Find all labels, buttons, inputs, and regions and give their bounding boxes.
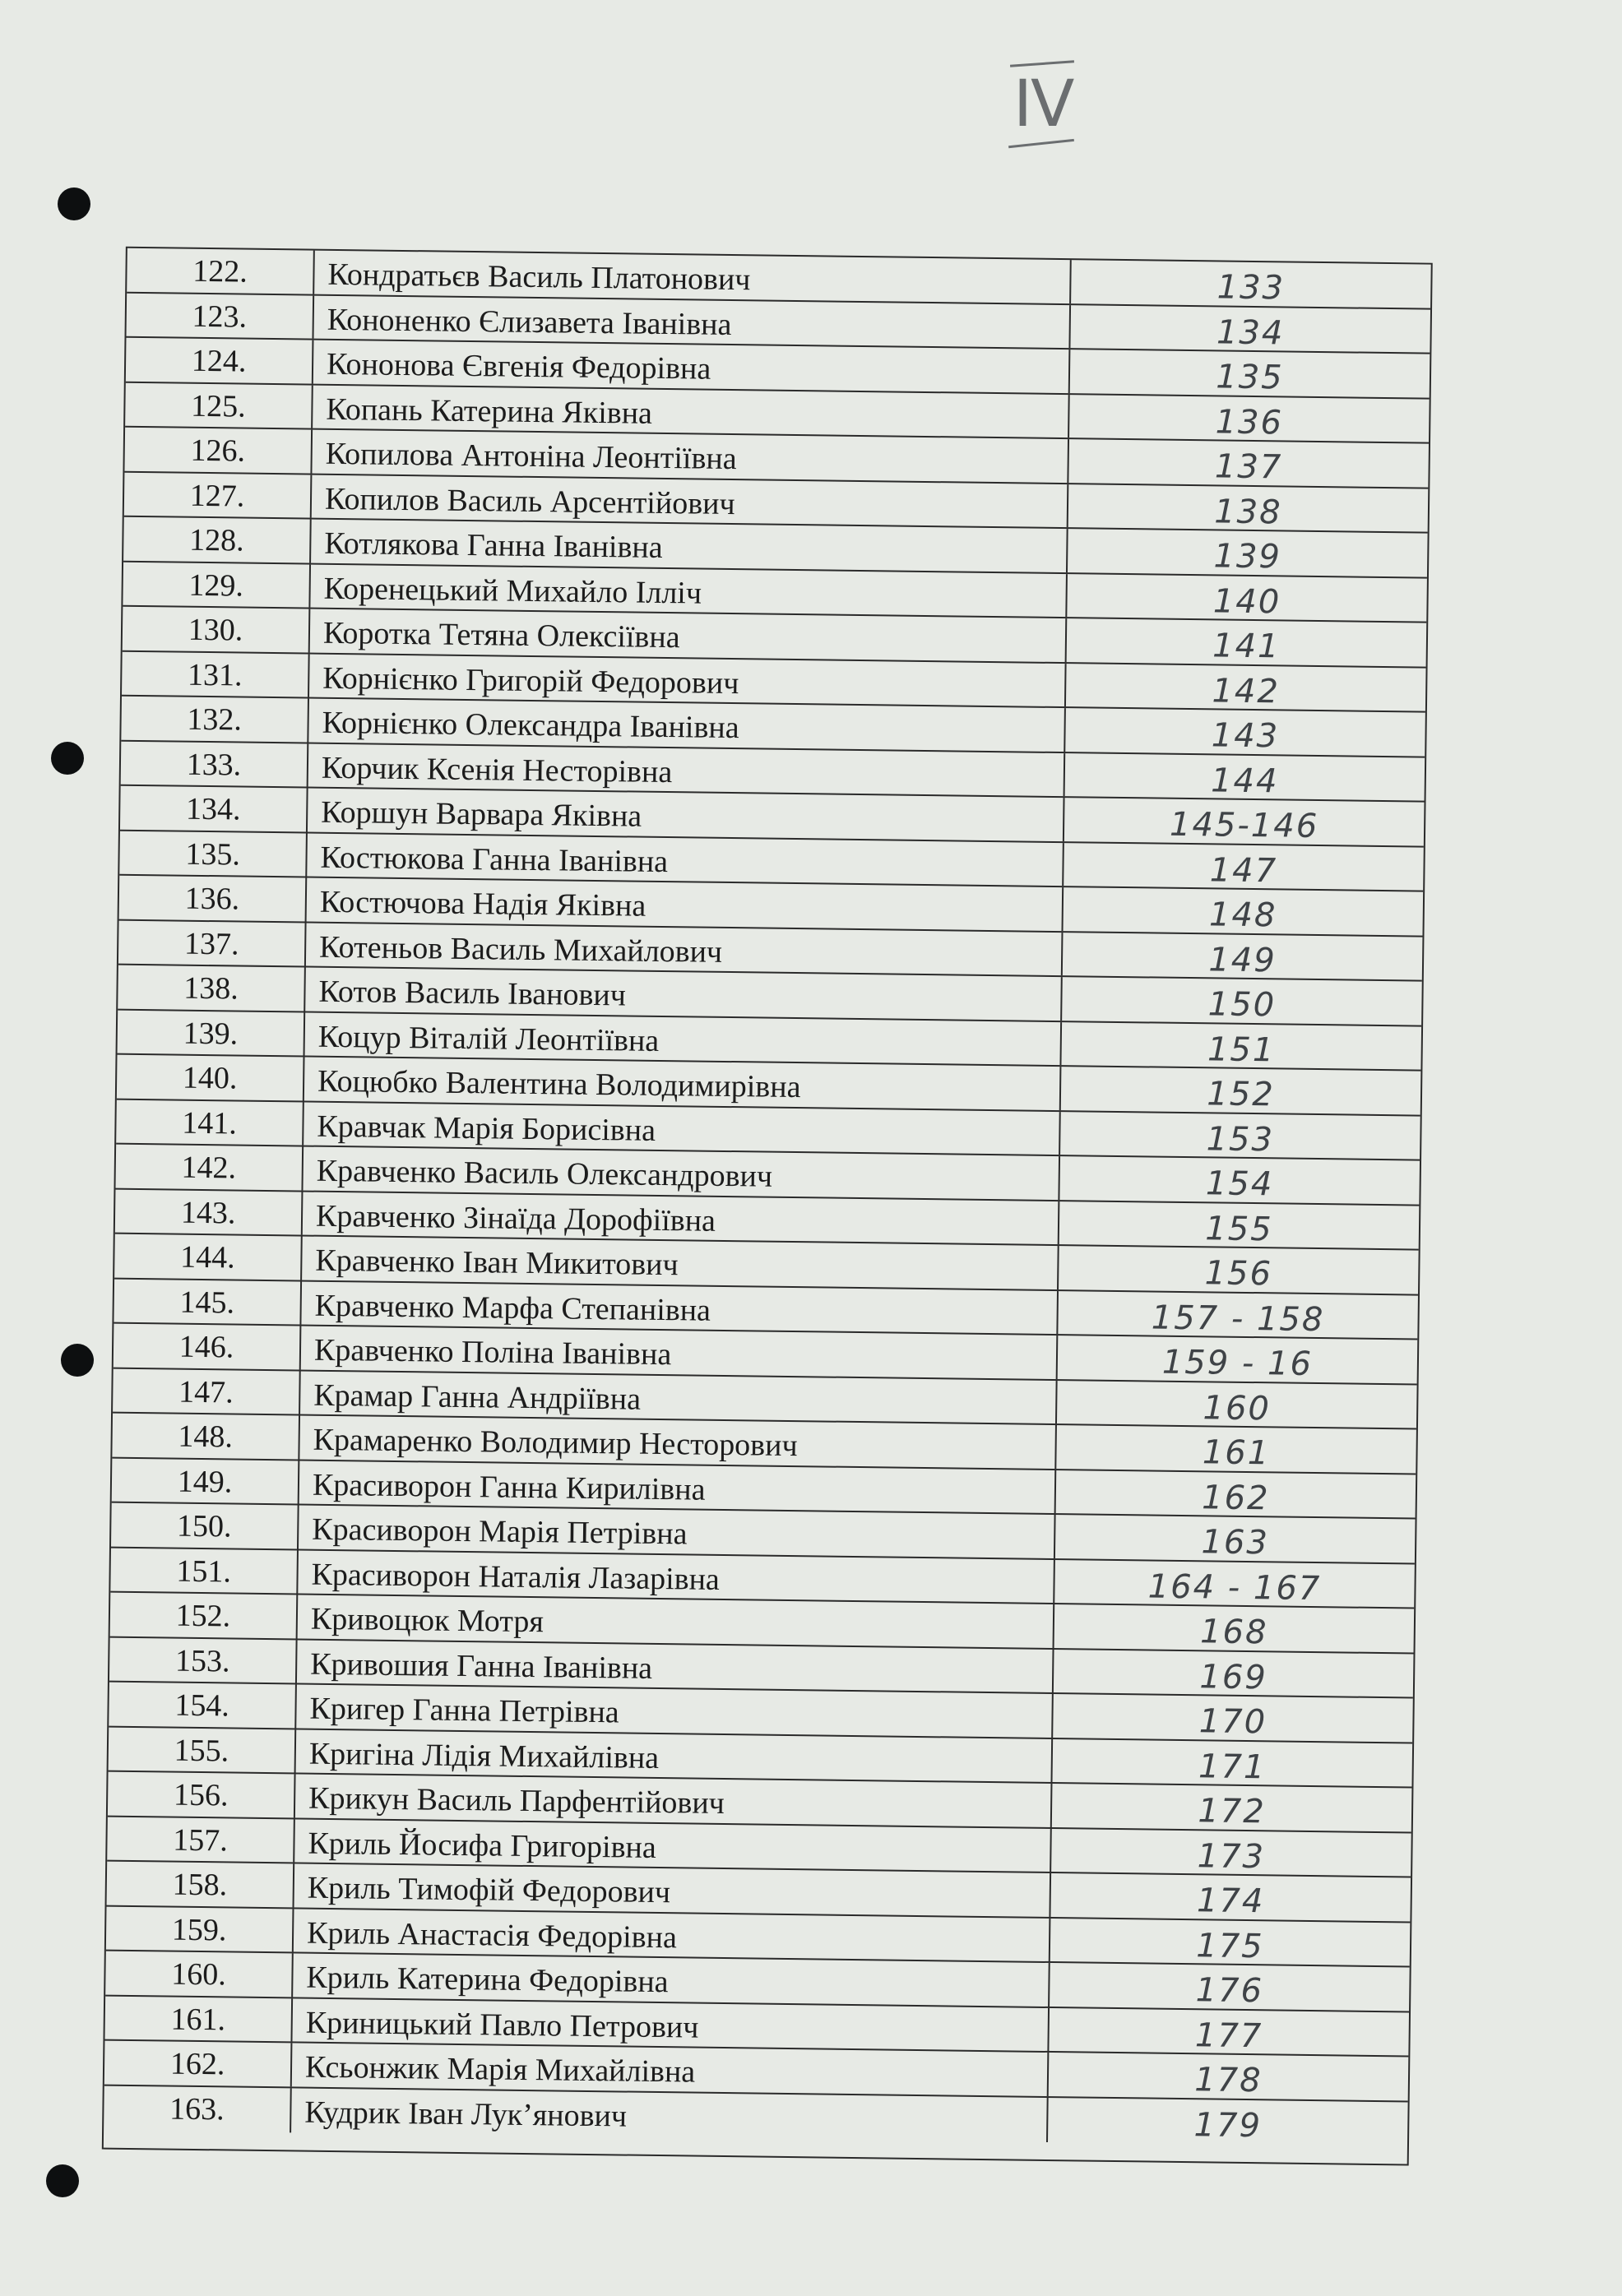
row-number: 125.: [125, 382, 313, 428]
row-number: 127.: [124, 472, 313, 517]
person-name: Кононова Євгенія Федорівна: [313, 340, 1071, 393]
row-number: 126.: [124, 428, 313, 473]
person-name: Копань Катерина Яківна: [313, 385, 1070, 437]
page-reference: 177: [1194, 2016, 1263, 2055]
page-reference: 163: [1201, 1523, 1270, 1562]
row-number: 156.: [108, 1772, 296, 1817]
row-number: 137.: [118, 920, 307, 965]
row-number: 144.: [114, 1234, 303, 1280]
person-name: Кудрик Іван Лук’янович: [291, 2088, 1049, 2142]
row-number: 132.: [121, 697, 309, 742]
row-number: 145.: [114, 1279, 302, 1324]
page-reference: 170: [1198, 1702, 1267, 1742]
register-table: [102, 247, 1433, 2166]
person-name: Кригіна Лідія Михайлівна: [296, 1729, 1054, 1782]
row-number: 158.: [107, 1862, 295, 1907]
row-number: 149.: [112, 1458, 300, 1503]
punch-hole-2: [51, 742, 84, 775]
person-name: Красиворон Наталія Лазарівна: [298, 1550, 1055, 1603]
person-name: Крамаренко Володимир Несторович: [299, 1416, 1057, 1469]
person-name: Красиворон Ганна Кирилівна: [299, 1460, 1057, 1513]
row-number: 139.: [118, 1010, 306, 1055]
page-reference: 157 - 158: [1151, 1298, 1325, 1339]
person-name: Красиворон Марія Петрівна: [299, 1505, 1056, 1558]
row-number: 123.: [127, 293, 315, 338]
person-name: Кравченко Василь Олександрович: [303, 1147, 1060, 1200]
page-reference: 138: [1213, 492, 1282, 531]
person-name: Котов Василь Іванович: [305, 968, 1063, 1021]
row-number: 140.: [117, 1055, 305, 1100]
row-number: 160.: [105, 1951, 294, 1997]
page-reference: 155: [1204, 1209, 1273, 1248]
page-reference: 142: [1212, 671, 1281, 711]
page-reference: 168: [1199, 1613, 1268, 1652]
row-number: 138.: [118, 965, 306, 1011]
row-number: 151.: [110, 1548, 299, 1593]
person-name: Кононенко Єлизавета Іванівна: [313, 295, 1071, 348]
page-reference: 160: [1203, 1388, 1272, 1428]
person-name: Кравченко Поліна Іванівна: [301, 1326, 1059, 1379]
page-reference: 147: [1209, 850, 1278, 890]
person-name: Костючова Надія Яківна: [307, 878, 1064, 931]
person-name: Кривошия Ганна Іванівна: [297, 1640, 1054, 1692]
punch-hole-3: [61, 1344, 94, 1377]
page-reference: 154: [1205, 1164, 1274, 1204]
page-reference: 137: [1214, 447, 1283, 487]
punch-hole-1: [58, 187, 90, 220]
page-reference: 141: [1212, 627, 1281, 666]
row-number: 146.: [114, 1324, 302, 1369]
row-number: 161.: [104, 1996, 293, 2041]
row-number: 133.: [121, 741, 309, 786]
page-reference: 169: [1199, 1657, 1268, 1697]
person-name: Криницький Павло Петрович: [292, 1998, 1050, 2051]
person-name: Кравчак Марія Борисівна: [304, 1102, 1061, 1155]
page-reference: 179: [1193, 2105, 1263, 2145]
page-reference: 144: [1210, 761, 1279, 800]
row-number: 136.: [119, 876, 308, 921]
page-reference: 161: [1202, 1433, 1271, 1473]
person-name: Коцур Віталій Леонтіївна: [305, 1012, 1063, 1065]
page-reference: 162: [1201, 1478, 1270, 1517]
page-reference: 172: [1198, 1792, 1267, 1831]
page-reference: 150: [1207, 985, 1277, 1025]
person-name: Крамар Ганна Андріївна: [300, 1371, 1058, 1423]
page-reference: 171: [1198, 1747, 1267, 1786]
row-number: 154.: [109, 1683, 297, 1728]
row-number: 162.: [104, 2041, 293, 2086]
person-name: Копилов Василь Арсентійович: [312, 474, 1069, 527]
person-name: Котлякова Ганна Іванівна: [311, 520, 1068, 572]
row-number: 155.: [109, 1727, 297, 1772]
row-number: 157.: [107, 1817, 295, 1862]
page-reference: 134: [1216, 312, 1285, 352]
person-name: Криль Йосифа Григорівна: [294, 1819, 1052, 1872]
page-reference: 145-146: [1169, 805, 1319, 846]
row-number: 143.: [115, 1189, 304, 1234]
person-name: Котеньов Василь Михайлович: [306, 923, 1064, 975]
page-reference: 173: [1197, 1836, 1266, 1876]
page-reference: 139: [1213, 537, 1282, 576]
row-number: 135.: [119, 831, 308, 876]
page-reference: 153: [1206, 1119, 1275, 1159]
person-name: Ксьонжик Марія Михайлівна: [292, 2043, 1050, 2095]
person-name: Корнієнко Олександра Іванівна: [308, 699, 1066, 752]
page-reference: 176: [1195, 1971, 1264, 2011]
page-reference: 133: [1216, 268, 1286, 308]
row-number: 148.: [112, 1414, 300, 1459]
row-number: 159.: [106, 1906, 294, 1951]
person-name: Кондратьєв Василь Платонович: [314, 251, 1072, 303]
person-name: Кригер Ганна Петрівна: [296, 1684, 1054, 1737]
row-number: 131.: [122, 651, 310, 697]
row-number: 124.: [126, 338, 314, 383]
row-number: 141.: [116, 1099, 304, 1145]
row-number: 153.: [109, 1637, 298, 1683]
person-name: Копилова Антоніна Леонтіївна: [312, 430, 1069, 483]
punch-hole-4: [46, 2164, 79, 2197]
row-number: 152.: [110, 1593, 299, 1638]
page-reference: 156: [1204, 1254, 1273, 1294]
page-reference: 164 - 167: [1147, 1567, 1322, 1608]
page-reference: 148: [1208, 896, 1277, 935]
person-name: Коршун Варвара Яківна: [308, 789, 1065, 841]
person-name: Коцюбко Валентина Володимирівна: [304, 1058, 1062, 1110]
page-reference: 143: [1211, 716, 1280, 756]
row-number: 142.: [115, 1145, 304, 1190]
handwritten-page-mark: IV: [1013, 67, 1073, 141]
person-name: Кравченко Марфа Степанівна: [301, 1281, 1059, 1334]
row-number: 130.: [123, 607, 311, 652]
person-name: Криль Тимофій Федорович: [294, 1863, 1052, 1916]
person-name: Коренецький Михайло Ілліч: [310, 564, 1068, 617]
page-reference: 159 - 16: [1161, 1343, 1314, 1383]
row-number: 128.: [123, 517, 312, 562]
person-name: Крикун Василь Парфентійович: [295, 1774, 1053, 1826]
page-reference: 140: [1212, 581, 1281, 621]
page-reference: 136: [1215, 402, 1284, 442]
person-name: Криль Анастасія Федорівна: [294, 1909, 1051, 1961]
page-reference: 149: [1208, 940, 1277, 979]
page-reference: 174: [1196, 1882, 1265, 1921]
person-name: Кравченко Зінаїда Дорофіївна: [303, 1192, 1060, 1244]
page-reference: 175: [1196, 1926, 1264, 1965]
page-reference: 135: [1216, 358, 1284, 397]
row-number: 147.: [113, 1368, 301, 1414]
row-number: 129.: [123, 562, 311, 607]
person-name: Кривоцюк Мотря: [298, 1595, 1055, 1647]
person-name: Коротка Тетяна Олексіївна: [310, 609, 1068, 662]
row-number: 163.: [104, 2085, 292, 2132]
person-name: Костюкова Ганна Іванівна: [307, 833, 1064, 886]
person-name: Криль Катерина Федорівна: [293, 1953, 1050, 2006]
row-number: 134.: [120, 786, 308, 831]
page-reference: 151: [1207, 1030, 1276, 1069]
person-name: Корнієнко Григорій Федорович: [309, 654, 1067, 706]
person-name: Кравченко Іван Микитович: [302, 1237, 1059, 1289]
page-reference: 178: [1193, 2061, 1263, 2100]
person-name: Корчик Ксенія Несторівна: [308, 743, 1066, 796]
row-number: 122.: [127, 248, 315, 294]
row-number: 150.: [111, 1503, 299, 1548]
page-reference: 152: [1207, 1075, 1275, 1114]
